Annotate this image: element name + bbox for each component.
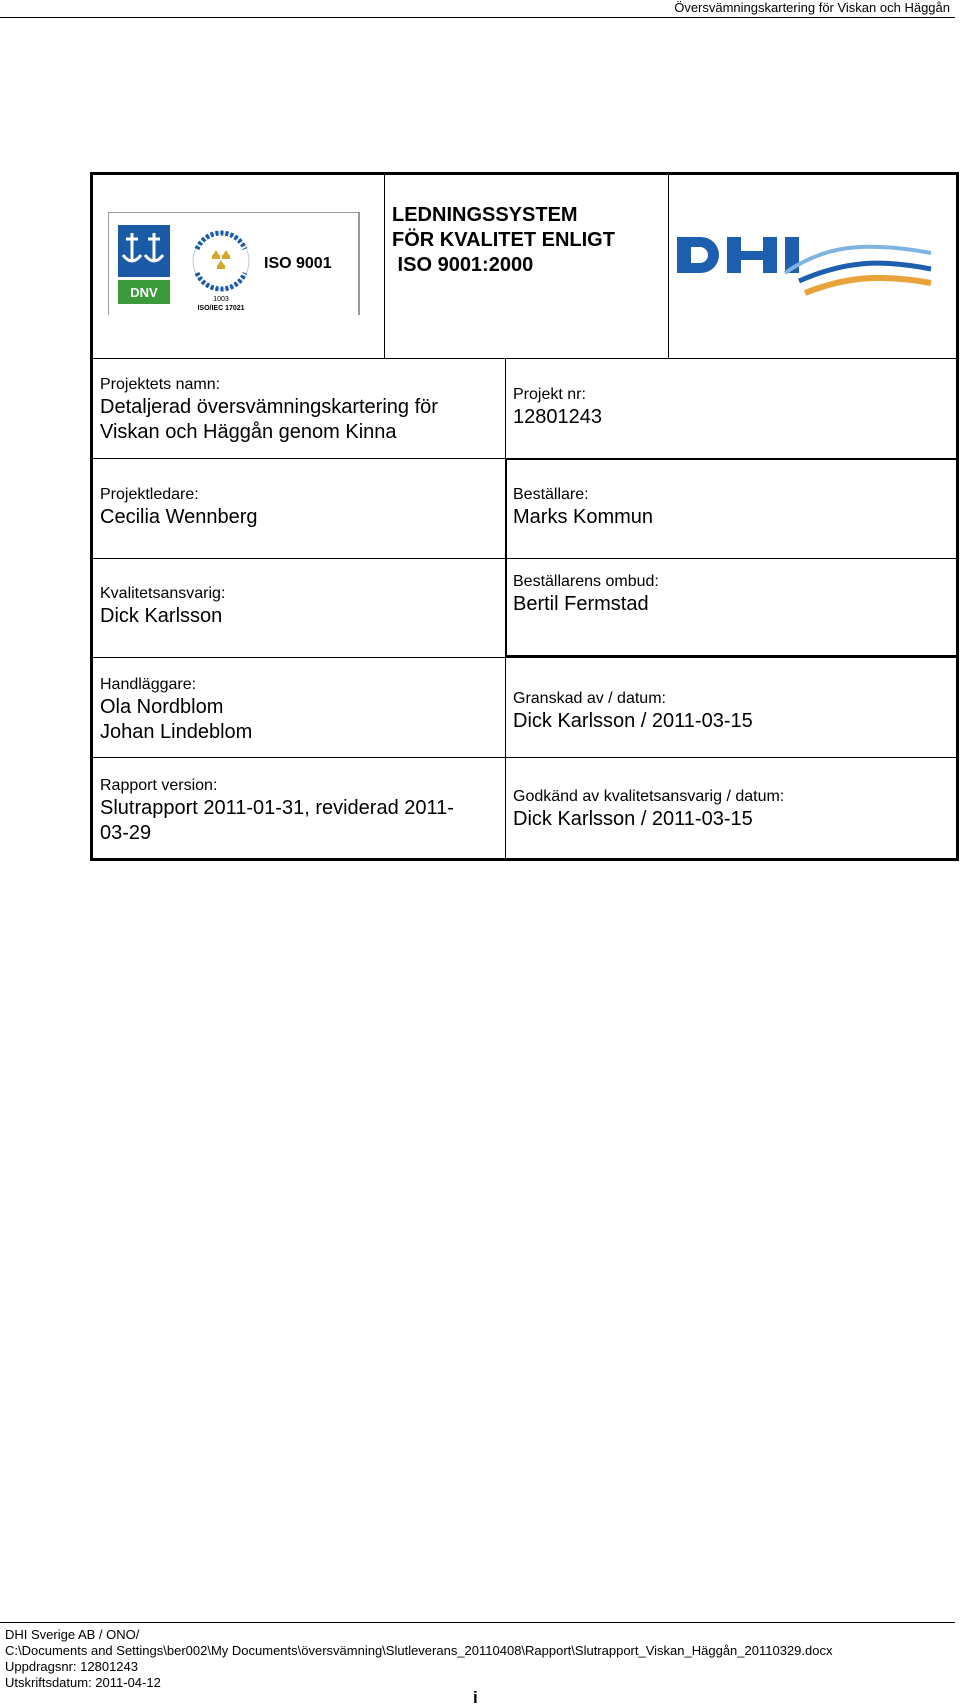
quality-responsible-value: Dick Karlsson: [100, 605, 223, 627]
project-name-value: Viskan och Häggån genom Kinna: [100, 421, 397, 443]
approved-label: Godkänd av kvalitetsansvarig / datum:: [513, 788, 785, 805]
qms-title-line: FÖR KVALITET ENLIGT: [392, 229, 615, 251]
reviewed-value: Dick Karlsson / 2011-03-15: [513, 710, 753, 732]
divider: [668, 175, 669, 358]
qms-title-line: LEDNINGSSYSTEM: [392, 204, 578, 226]
reviewed-cell: [513, 688, 943, 734]
project-name-value: Detaljerad översvämningskartering för: [100, 396, 438, 418]
row-divider: [93, 757, 956, 758]
client-box-border: [505, 458, 507, 658]
dhi-logo-icon: [675, 225, 935, 305]
project-name-cell: [100, 374, 500, 445]
project-leader-value: Cecilia Wennberg: [100, 506, 258, 528]
project-no-cell: [513, 384, 943, 430]
footer-path: C:\Documents and Settings\ber002\My Documents\översvämning\Slutleverans_20110408\Rapport\Slutrapport_Viskan_Häggån_20110329.docx: [5, 1643, 833, 1658]
handlers-cell: [100, 674, 500, 745]
approved-cell: [513, 786, 943, 832]
row-divider: [93, 558, 956, 559]
report-version-label: Rapport version:: [100, 777, 218, 794]
client-rep-cell: [513, 571, 943, 617]
report-version-cell: [100, 775, 500, 846]
project-no-label: Projekt nr:: [513, 386, 586, 403]
client-box-border: [505, 655, 956, 658]
client-label: Beställare:: [513, 486, 589, 503]
reviewed-label: Granskad av / datum:: [513, 690, 666, 707]
footer-text: [0, 1623, 955, 1691]
header-title: Översvämningskartering för Viskan och Häggån: [674, 0, 950, 15]
quality-box: [90, 172, 959, 861]
page-number: i: [473, 1688, 478, 1707]
approved-value: Dick Karlsson / 2011-03-15: [513, 808, 753, 830]
project-leader-label: Projektledare:: [100, 486, 199, 503]
divider: [384, 175, 385, 358]
project-leader-cell: [100, 484, 500, 530]
iso-9001-logo-text: ISO 9001: [264, 255, 332, 272]
report-version-value: Slutrapport 2011-01-31, reviderad 2011-: [100, 797, 454, 819]
certification-logo: [108, 212, 360, 315]
footer-line: Utskriftsdatum: 2011-04-12: [5, 1675, 161, 1690]
report-version-value: 03-29: [100, 822, 152, 844]
project-no-value: 12801243: [513, 406, 602, 428]
footer-line: Uppdragsnr: 12801243: [5, 1659, 138, 1674]
client-box-border: [505, 458, 956, 460]
handlers-label: Handläggare:: [100, 676, 197, 693]
quality-responsible-cell: [100, 583, 500, 629]
dnv-swedac-icon: [109, 213, 259, 315]
qms-title-line: ISO 9001:2000: [392, 254, 534, 276]
footer-line: DHI Sverige AB / ONO/: [5, 1627, 140, 1642]
qms-title: [392, 203, 615, 278]
handlers-value: Ola Nordblom: [100, 696, 224, 718]
page-header: [0, 0, 955, 18]
client-rep-value: Bertil Fermstad: [513, 593, 649, 615]
handlers-value: Johan Lindeblom: [100, 721, 253, 743]
quality-responsible-label: Kvalitetsansvarig:: [100, 585, 226, 602]
client-value: Marks Kommun: [513, 506, 654, 528]
logo-row: [93, 175, 956, 359]
svg-text:ISO/IEC 17021: ISO/IEC 17021: [197, 305, 245, 312]
svg-text:DNV: DNV: [130, 285, 158, 300]
client-rep-label: Beställarens ombud:: [513, 573, 659, 590]
project-name-label: Projektets namn:: [100, 376, 221, 393]
svg-text:1003: 1003: [213, 296, 229, 303]
page-footer: [0, 1622, 955, 1707]
client-cell: [513, 484, 943, 530]
